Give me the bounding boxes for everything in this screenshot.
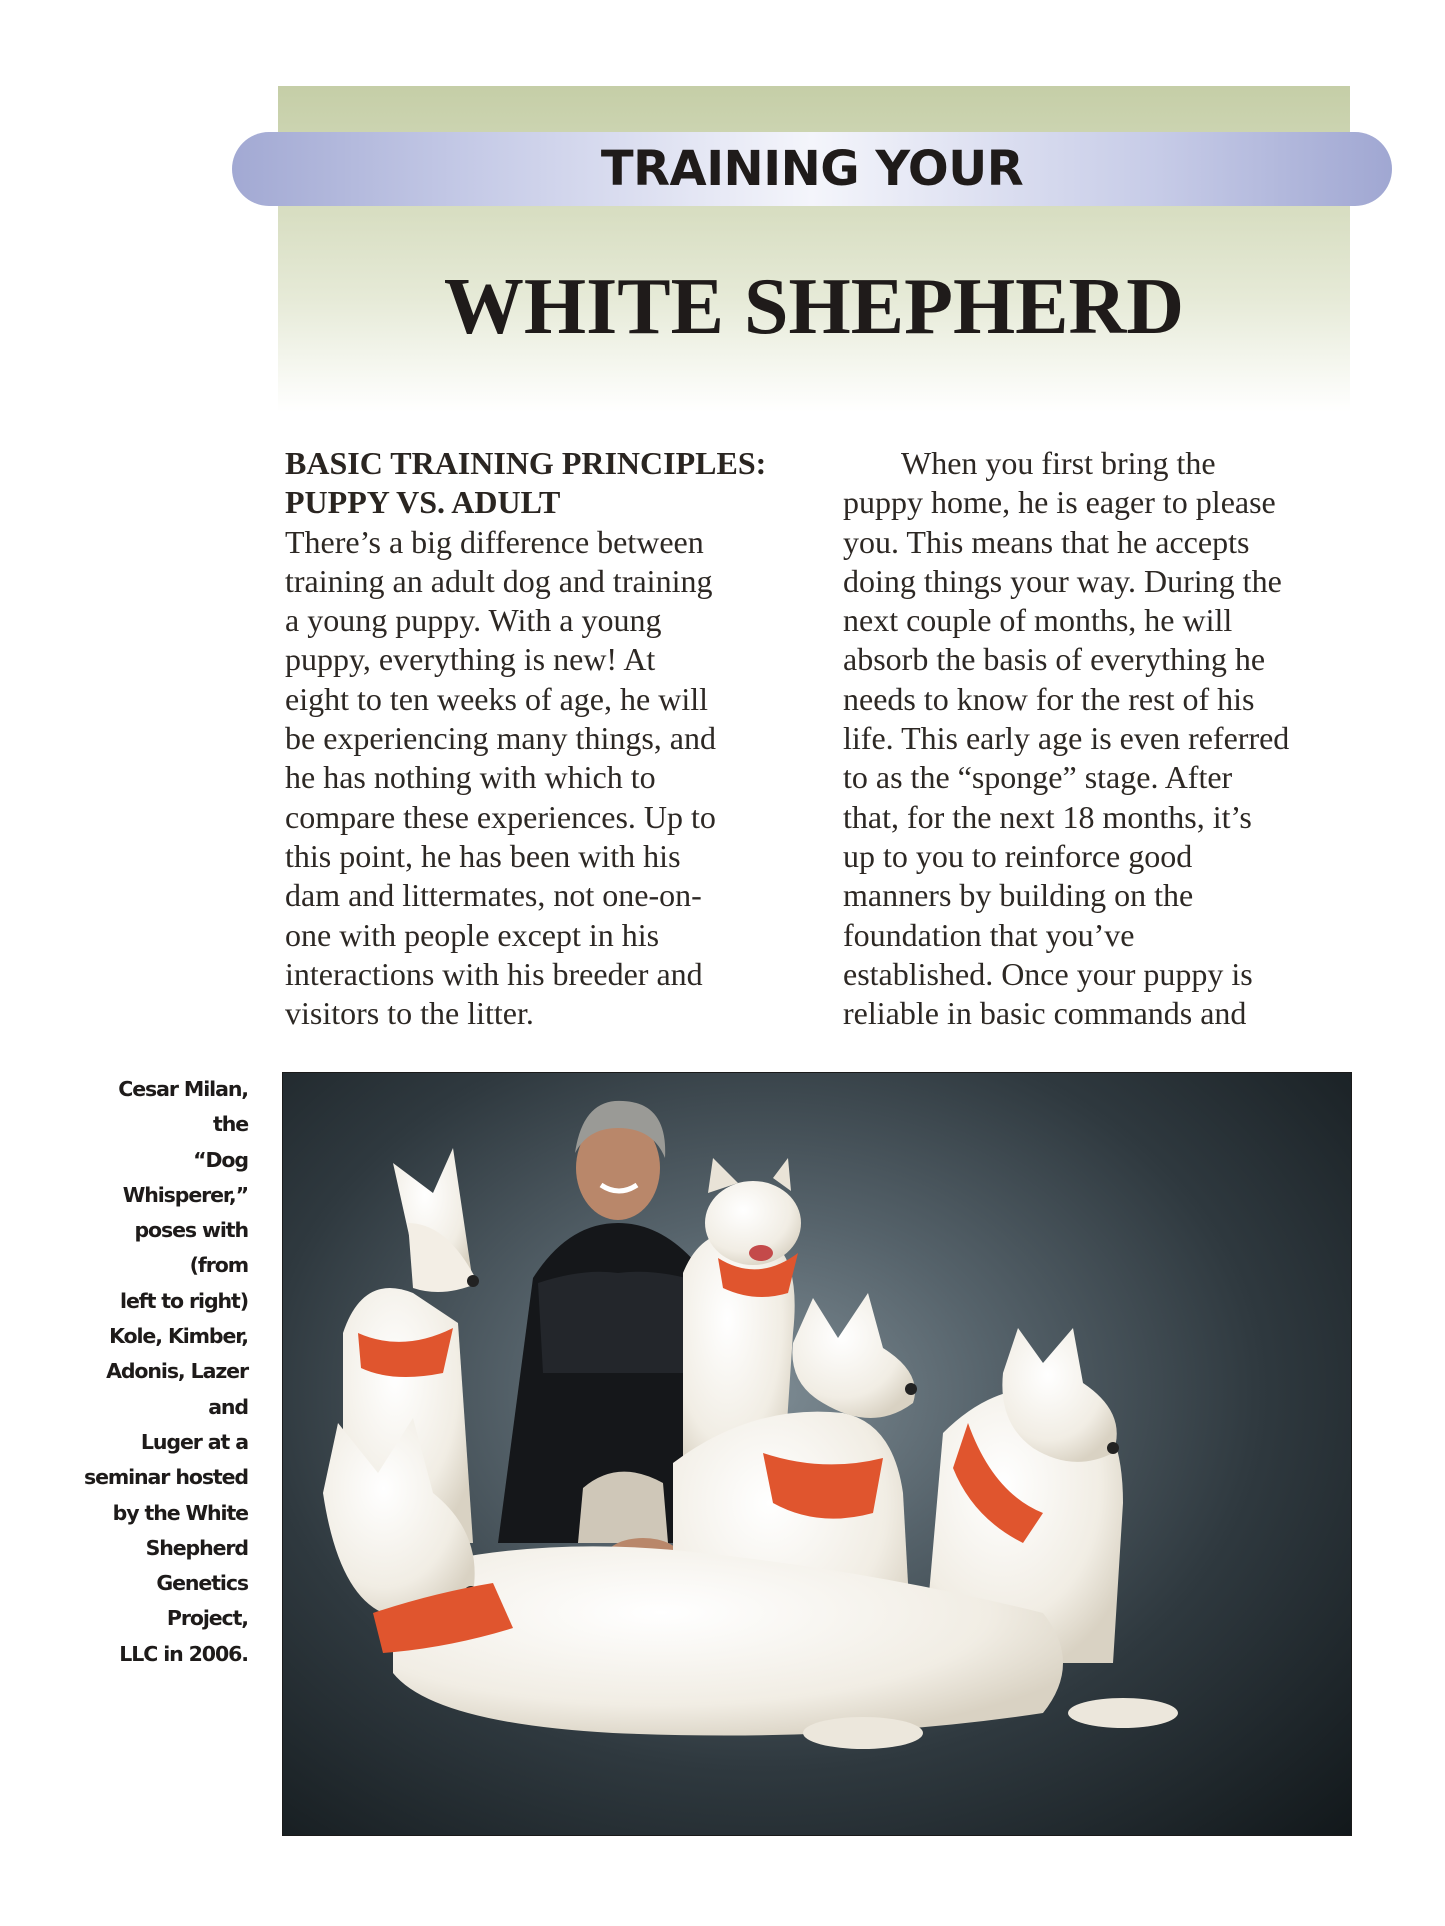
body-line: absorb the basis of everything he [843, 641, 1266, 678]
dogs-photo [282, 1072, 1352, 1836]
body-line: There’s a big difference between [285, 523, 704, 560]
body-line: training an adult dog and training [285, 562, 713, 599]
page-title: WHITE SHEPHERD [443, 263, 1185, 351]
body-line: you. This means that he accepts [843, 523, 1250, 560]
body-line: reliable in basic commands and [843, 995, 1247, 1032]
body-line: to as the “sponge” stage. After [843, 759, 1233, 796]
body-line: established. Once your puppy is [843, 955, 1253, 992]
caption-line: seminar hosted [83, 1465, 248, 1490]
body-line: compare these experiences. Up to [285, 798, 716, 835]
caption-line: Adonis, Lazer and [106, 1359, 248, 1419]
body-line: puppy, everything is new! At [285, 641, 656, 678]
caption-line: LLC in 2006. [119, 1641, 248, 1666]
body-line: foundation that you’ve [843, 916, 1135, 953]
caption-line: Kole, Kimber, [109, 1324, 248, 1349]
body-line: doing things your way. During the [843, 562, 1282, 599]
photo-caption [80, 1072, 248, 1672]
body-line: dam and littermates, not one-on- [285, 877, 702, 914]
caption-line: left to right) [120, 1288, 248, 1313]
caption-line: poses with (from [134, 1218, 248, 1278]
left-column [285, 444, 805, 1033]
body-line [843, 444, 1363, 483]
body-line: visitors to the litter. [285, 995, 534, 1032]
body-line: up to you to reinforce good [843, 837, 1193, 874]
caption-line: Genetics Project, [156, 1571, 248, 1631]
body-line: manners by building on the [843, 877, 1194, 914]
body-line: that, for the next 18 months, it’s [843, 798, 1252, 835]
body-line: eight to ten weeks of age, he will [285, 680, 708, 717]
body-line: needs to know for the rest of his [843, 680, 1255, 717]
body-line: be experiencing many things, and [285, 720, 716, 757]
paragraph-first-line: When you first bring the [901, 445, 1216, 481]
body-line: a young puppy. With a young [285, 602, 662, 639]
body-line: life. This early age is even referred [843, 720, 1290, 757]
body-line: this point, he has been with his [285, 837, 681, 874]
header-top-label: TRAINING YOUR [600, 141, 1024, 197]
right-column [843, 444, 1363, 1033]
caption-line: Shepherd [145, 1535, 248, 1560]
caption-line: Cesar Milan, the [118, 1077, 248, 1137]
body-line: puppy home, he is eager to please [843, 484, 1276, 521]
section-subhead-line-2: PUPPY VS. ADULT [285, 484, 561, 521]
caption-line: “Dog Whisperer,” [122, 1147, 248, 1207]
caption-line: Luger at a [140, 1429, 248, 1454]
section-subhead-line-1: BASIC TRAINING PRINCIPLES: [285, 445, 767, 481]
photo-illustration [283, 1073, 1351, 1835]
caption-line: by the White [112, 1500, 248, 1525]
body-line: interactions with his breeder and [285, 955, 703, 992]
body-line: next couple of months, he will [843, 602, 1233, 639]
body-line: one with people except in his [285, 916, 660, 953]
body-line: he has nothing with which to [285, 759, 656, 796]
